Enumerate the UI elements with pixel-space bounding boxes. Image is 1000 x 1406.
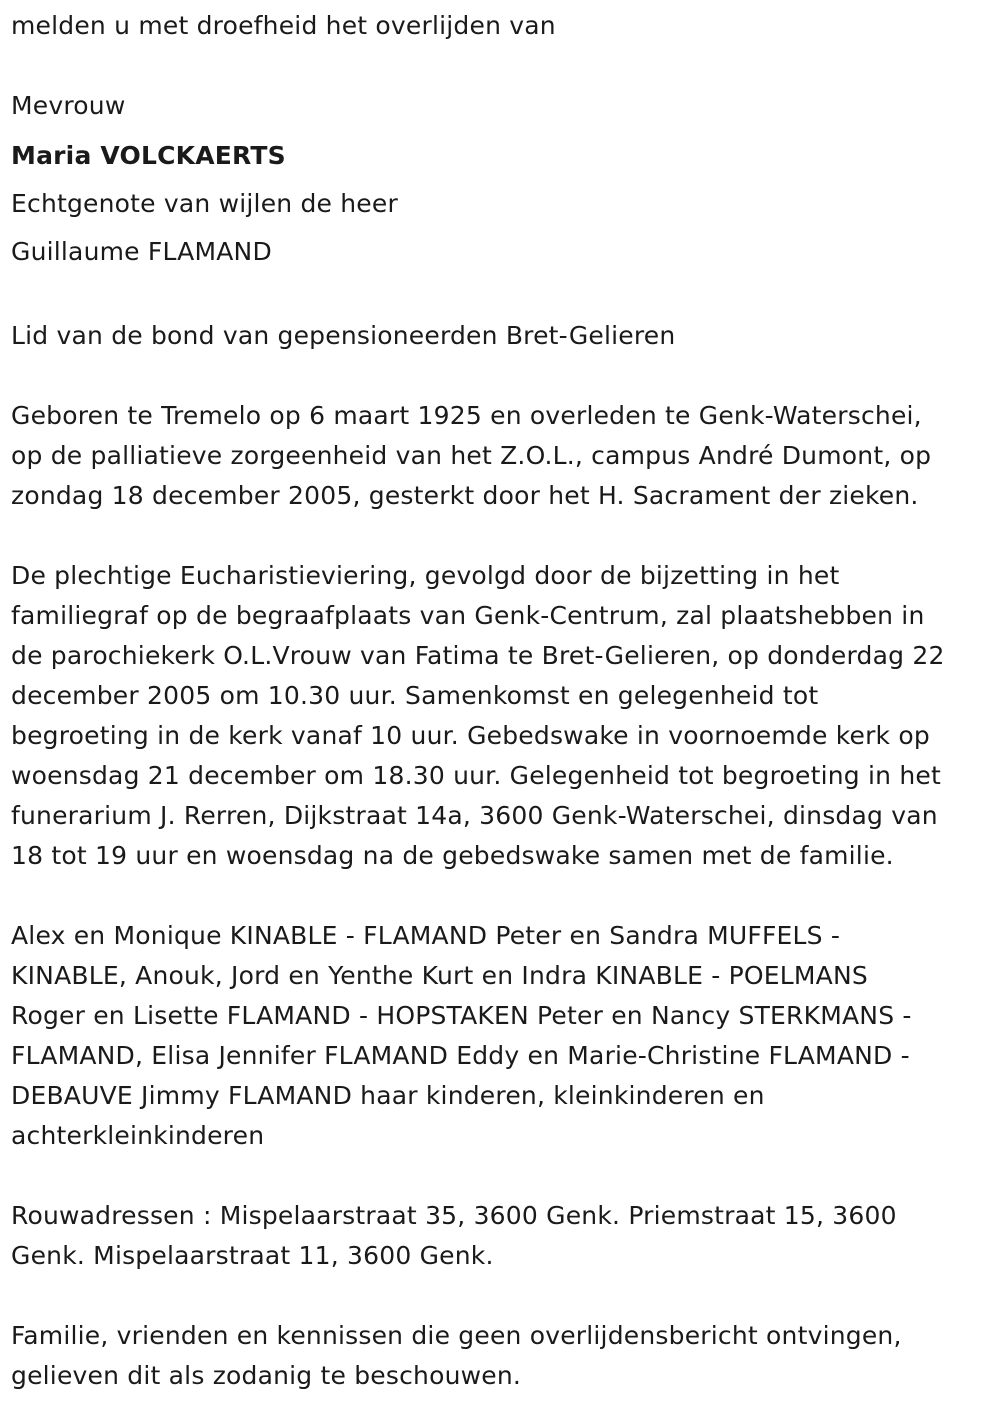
spacer — [11, 46, 990, 86]
paragraph-line: Familie, vrienden en kennissen die geen overlijdensbericht ontvingen, — [11, 1321, 902, 1350]
intro-text: melden u met droefheid het overlijden van — [11, 11, 556, 40]
spacer — [11, 356, 990, 396]
paragraph-line: funerarium J. Rerren, Dijkstraat 14a, 3600 Genk-Waterschei, dinsdag van — [11, 801, 938, 830]
spacer — [11, 1276, 990, 1316]
spouse-line-2: Guillaume FLAMAND — [11, 237, 272, 266]
paragraph-line: Roger en Lisette FLAMAND - HOPSTAKEN Peter en Nancy STERKMANS - — [11, 1001, 912, 1030]
birth-death-paragraph — [11, 396, 990, 516]
spouse-line-1: Echtgenote van wijlen de heer — [11, 189, 398, 218]
paragraph-line: zondag 18 december 2005, gesterkt door het H. Sacrament der zieken. — [11, 481, 919, 510]
paragraph-line: Genk. Mispelaarstraat 11, 3600 Genk. — [11, 1241, 494, 1270]
paragraph-line: december 2005 om 10.30 uur. Samenkomst en gelegenheid tot — [11, 681, 819, 710]
paragraph-line: woensdag 21 december om 18.30 uur. Gelegenheid tot begroeting in het — [11, 761, 941, 790]
paragraph-line: Geboren te Tremelo op 6 maart 1925 en overleden te Genk-Waterschei, — [11, 401, 922, 430]
paragraph-line: 18 tot 19 uur en woensdag na de gebedswake samen met de familie. — [11, 841, 894, 870]
paragraph-line: de parochiekerk O.L.Vrouw van Fatima te Bret-Gelieren, op donderdag 22 — [11, 641, 945, 670]
paragraph-line: begroeting in de kerk vanaf 10 uur. Gebedswake in voornoemde kerk op — [11, 721, 930, 750]
paragraph-line: op de palliatieve zorgeenheid van het Z.O.L., campus André Dumont, op — [11, 441, 932, 470]
funeral-paragraph — [11, 556, 990, 876]
spacer — [11, 876, 990, 916]
deceased-block — [11, 86, 990, 276]
spacer — [11, 276, 990, 316]
salutation: Mevrouw — [11, 91, 126, 120]
paragraph-line: Alex en Monique KINABLE - FLAMAND Peter en Sandra MUFFELS - — [11, 921, 841, 950]
paragraph-line: gelieven dit als zodanig te beschouwen. — [11, 1361, 522, 1390]
paragraph-line: KINABLE, Anouk, Jord en Yenthe Kurt en Indra KINABLE - POELMANS — [11, 961, 868, 990]
family-paragraph — [11, 916, 990, 1156]
spacer — [11, 1156, 990, 1196]
spacer — [11, 516, 990, 556]
addresses-paragraph — [11, 1196, 990, 1276]
paragraph-line: familiegraf op de begraafplaats van Genk-Centrum, zal plaatshebben in — [11, 601, 925, 630]
closing-paragraph — [11, 1316, 990, 1396]
paragraph-line: achterkleinkinderen — [11, 1121, 265, 1150]
paragraph-line: DEBAUVE Jimmy FLAMAND haar kinderen, kleinkinderen en — [11, 1081, 765, 1110]
paragraph-line: De plechtige Eucharistieviering, gevolgd door de bijzetting in het — [11, 561, 840, 590]
membership-text: Lid van de bond van gepensioneerden Bret-Gelieren — [11, 321, 676, 350]
paragraph-line: Rouwadressen : Mispelaarstraat 35, 3600 Genk. Priemstraat 15, 3600 — [11, 1201, 897, 1230]
paragraph-line: FLAMAND, Elisa Jennifer FLAMAND Eddy en Marie-Christine FLAMAND - — [11, 1041, 910, 1070]
deceased-name: Maria VOLCKAERTS — [11, 141, 286, 170]
